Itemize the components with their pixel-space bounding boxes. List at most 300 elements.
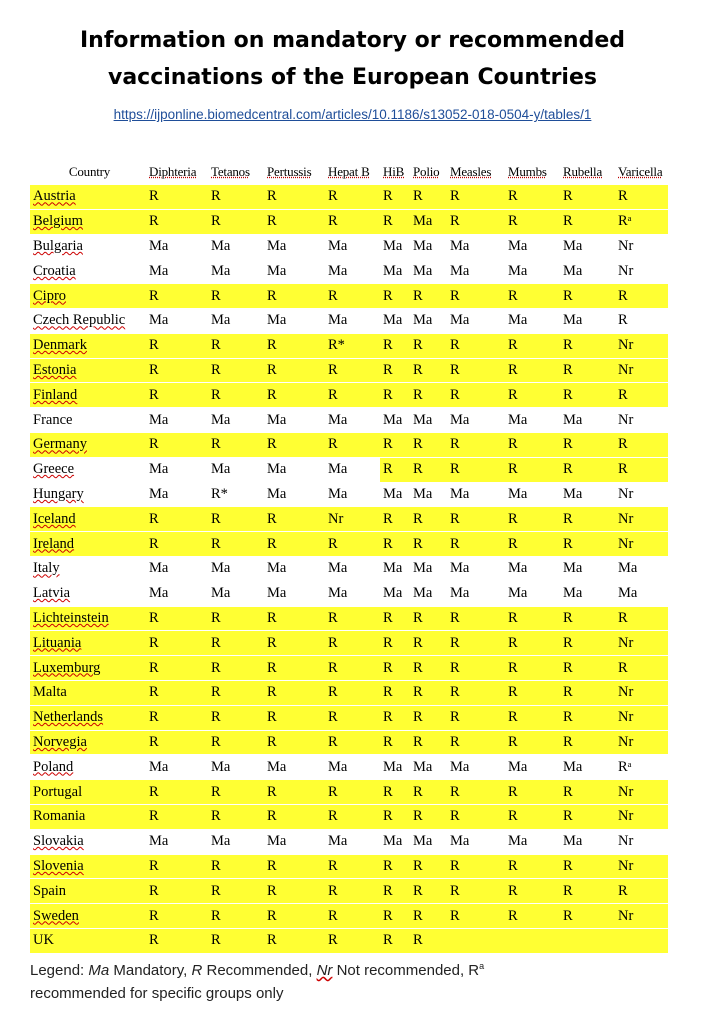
country-cell: Romania (30, 804, 146, 829)
source-link[interactable]: https://ijponline.biomedcentral.com/articles/10.1186/s13052-018-0504-y/tables/1 (113, 107, 592, 122)
vaccine-cell: R (410, 606, 447, 631)
vaccine-cell: Ma (505, 581, 560, 606)
vaccine-cell: R (208, 507, 264, 532)
vaccine-cell: Nr (615, 507, 668, 532)
vaccine-cell: R (410, 680, 447, 705)
vaccine-cell: Ma (560, 755, 615, 780)
vaccine-cell: Nr (615, 730, 668, 755)
vaccine-cell: R (208, 606, 264, 631)
vaccine-cell: Ma (447, 308, 505, 333)
vaccine-cell: Ma (560, 556, 615, 581)
vaccine-cell: Ma (447, 408, 505, 433)
vaccine-cell: R (264, 432, 325, 457)
table-row (30, 556, 668, 581)
vaccine-cell: R (264, 780, 325, 805)
vaccine-cell: R (505, 730, 560, 755)
legend-r-text: Recommended, (202, 962, 317, 979)
vaccine-cell: R (208, 705, 264, 730)
vaccine-cell: Ma (447, 829, 505, 854)
vaccine-cell: R (410, 457, 447, 482)
vaccine-cell: Nr (615, 408, 668, 433)
vaccine-cell: R (146, 532, 208, 557)
legend-nr-text: Not recommended, R (332, 962, 480, 979)
vaccine-cell: R (325, 656, 380, 681)
title-line-2: vaccinations of the European Countries (107, 65, 597, 90)
vaccine-cell: R* (208, 482, 264, 507)
country-cell: Bulgaria (30, 234, 146, 259)
vaccine-cell: Ma (560, 829, 615, 854)
vaccine-cell: Ma (325, 482, 380, 507)
country-cell: Poland (30, 755, 146, 780)
column-header-mumbs: Mumbs (505, 160, 560, 185)
vaccine-cell: R (264, 656, 325, 681)
vaccine-cell: R (208, 804, 264, 829)
vaccine-cell: Ma (325, 308, 380, 333)
vaccine-cell: Ma (560, 308, 615, 333)
vaccine-cell: R (208, 209, 264, 234)
vaccine-cell: R (208, 879, 264, 904)
table-row (30, 457, 668, 482)
vaccine-cell: Ma (146, 259, 208, 284)
vaccine-cell: Ma (560, 482, 615, 507)
table-row (30, 532, 668, 557)
vaccine-cell: R (505, 854, 560, 879)
vaccine-cell: R (264, 928, 325, 953)
vaccine-cell: R (447, 606, 505, 631)
vaccine-cell: R (447, 631, 505, 656)
vaccine-cell: Ma (325, 457, 380, 482)
vaccine-cell: Ma (505, 556, 560, 581)
vaccine-cell: R (380, 656, 410, 681)
vaccine-cell: R (146, 185, 208, 210)
vaccine-cell: Ma (505, 308, 560, 333)
vaccine-cell: R (264, 904, 325, 929)
vaccine-cell: R (615, 383, 668, 408)
vaccine-cell: R (560, 705, 615, 730)
vaccine-cell: Ma (380, 408, 410, 433)
vaccine-cell: R (264, 209, 325, 234)
country-cell: Denmark (30, 333, 146, 358)
table-row (30, 631, 668, 656)
vaccine-cell: R* (325, 333, 380, 358)
vaccine-cell: R (380, 457, 410, 482)
vaccine-cell: R (325, 879, 380, 904)
vaccine-cell: R (560, 507, 615, 532)
vaccine-cell: Ma (325, 259, 380, 284)
vaccine-cell: R (325, 730, 380, 755)
vaccine-cell: R (380, 432, 410, 457)
vaccine-cell: R (560, 383, 615, 408)
vaccine-cell: R (208, 333, 264, 358)
vaccine-cell: R (410, 780, 447, 805)
vaccine-cell: R (325, 780, 380, 805)
vaccine-cell: R (410, 532, 447, 557)
vaccine-cell: R (615, 308, 668, 333)
vaccine-cell: R (615, 879, 668, 904)
vaccine-cell: Ma (208, 259, 264, 284)
vaccine-cell: R (264, 854, 325, 879)
vaccine-cell: R (560, 631, 615, 656)
vaccine-cell: R (615, 432, 668, 457)
vaccine-cell: Ma (560, 408, 615, 433)
vaccine-cell: R (380, 358, 410, 383)
vaccine-cell: R (325, 185, 380, 210)
vaccine-cell: R (146, 780, 208, 805)
column-header-pertussis: Pertussis (264, 160, 325, 185)
vaccine-cell: R (447, 432, 505, 457)
vaccine-cell: Ma (410, 482, 447, 507)
vaccine-cell: Ma (146, 829, 208, 854)
vaccine-cell: R (264, 606, 325, 631)
vaccine-cell: R (146, 209, 208, 234)
column-header-hepat-b: Hepat B (325, 160, 380, 185)
country-cell: Luxemburg (30, 656, 146, 681)
vaccine-cell: R (325, 383, 380, 408)
vaccine-cell: R (380, 854, 410, 879)
vaccination-table (30, 160, 668, 954)
vaccine-cell: R (505, 507, 560, 532)
vaccine-cell: R (380, 333, 410, 358)
vaccine-cell: Nr (615, 854, 668, 879)
vaccine-cell: R (505, 532, 560, 557)
country-cell: Slovenia (30, 854, 146, 879)
vaccine-cell: R (380, 606, 410, 631)
vaccine-cell: R (146, 631, 208, 656)
vaccine-cell: R (447, 804, 505, 829)
vaccine-cell: R (615, 606, 668, 631)
vaccine-cell: R (208, 383, 264, 408)
vaccine-cell: R (264, 631, 325, 656)
table-row (30, 780, 668, 805)
country-cell: Norvegia (30, 730, 146, 755)
vaccine-cell: R (380, 185, 410, 210)
vaccine-cell (505, 928, 560, 953)
vaccine-cell: R (410, 879, 447, 904)
vaccine-cell: Ma (380, 482, 410, 507)
table-row (30, 680, 668, 705)
vaccine-cell: R (325, 928, 380, 953)
vaccine-cell: Ma (146, 234, 208, 259)
vaccine-cell: Ma (380, 581, 410, 606)
vaccine-cell: Ma (264, 457, 325, 482)
vaccine-cell: R (505, 780, 560, 805)
country-cell: Slovakia (30, 829, 146, 854)
vaccine-cell: R (447, 730, 505, 755)
vaccine-cell: R (380, 705, 410, 730)
vaccine-cell: R (560, 730, 615, 755)
vaccine-cell: R (447, 185, 505, 210)
column-header-measles: Measles (447, 160, 505, 185)
vaccine-cell: Ma (560, 581, 615, 606)
vaccine-cell: R (264, 507, 325, 532)
vaccine-cell: R (560, 457, 615, 482)
vaccine-cell (615, 928, 668, 953)
vaccine-cell: R (146, 804, 208, 829)
vaccine-cell: Ma (146, 308, 208, 333)
vaccine-cell: Ma (447, 581, 505, 606)
table-row (30, 730, 668, 755)
vaccine-cell: R (264, 879, 325, 904)
vaccine-cell: Ma (410, 308, 447, 333)
vaccine-cell: R (447, 904, 505, 929)
vaccine-cell: R (325, 804, 380, 829)
vaccine-cell: R (447, 854, 505, 879)
country-cell: Latvia (30, 581, 146, 606)
vaccine-cell: R (146, 284, 208, 309)
vaccine-cell: R (447, 879, 505, 904)
country-cell: Sweden (30, 904, 146, 929)
vaccine-cell: R (410, 284, 447, 309)
table-row (30, 358, 668, 383)
table-row (30, 904, 668, 929)
country-cell: France (30, 408, 146, 433)
vaccine-cell: Ma (505, 234, 560, 259)
vaccine-cell: R (505, 457, 560, 482)
vaccine-cell: R (208, 730, 264, 755)
vaccine-cell: R (380, 284, 410, 309)
vaccine-cell: R (146, 904, 208, 929)
vaccine-cell: Ma (264, 482, 325, 507)
vaccine-cell: R (146, 333, 208, 358)
vaccine-cell: R (410, 656, 447, 681)
table-row (30, 284, 668, 309)
vaccine-cell: Ma (505, 755, 560, 780)
vaccine-cell: R (560, 185, 615, 210)
vaccine-cell: R (208, 928, 264, 953)
vaccine-cell: Ma (447, 556, 505, 581)
vaccine-cell: Ma (410, 829, 447, 854)
legend-r-code: R (191, 962, 203, 979)
vaccine-cell: Ma (146, 581, 208, 606)
column-header-country: Country (30, 160, 146, 185)
vaccine-cell: Ma (410, 556, 447, 581)
country-cell: Lituania (30, 631, 146, 656)
vaccine-cell: R (560, 284, 615, 309)
vaccine-cell: R (560, 656, 615, 681)
vaccine-cell: R (505, 705, 560, 730)
country-cell: Hungary (30, 482, 146, 507)
vaccine-cell: R (505, 879, 560, 904)
table-row (30, 804, 668, 829)
vaccine-cell: R (264, 358, 325, 383)
vaccine-cell: R (208, 780, 264, 805)
vaccine-cell: Ma (146, 755, 208, 780)
vaccine-cell: R (380, 383, 410, 408)
vaccine-cell: R (146, 432, 208, 457)
vaccine-cell: R (505, 656, 560, 681)
vaccine-cell: R (560, 606, 615, 631)
column-header-varicella: Varicella (615, 160, 668, 185)
vaccine-cell: Nr (615, 234, 668, 259)
vaccine-cell: Ma (615, 556, 668, 581)
vaccine-cell: Ma (380, 234, 410, 259)
legend-ma-code: Ma (88, 962, 110, 979)
country-cell: Ireland (30, 532, 146, 557)
country-cell: Czech Republic (30, 308, 146, 333)
table-row (30, 854, 668, 879)
vaccine-cell: R (208, 432, 264, 457)
vaccine-cell: Ma (447, 234, 505, 259)
vaccine-cell: R (560, 804, 615, 829)
vaccine-cell: R (264, 185, 325, 210)
vaccine-cell: R (264, 680, 325, 705)
vaccine-cell: R (447, 383, 505, 408)
vaccine-cell (447, 928, 505, 953)
vaccine-cell: Ma (146, 482, 208, 507)
vaccine-cell: Ma (447, 482, 505, 507)
vaccine-cell: R (505, 209, 560, 234)
vaccine-cell: R (560, 358, 615, 383)
legend-ma-text: Mandatory, (109, 962, 192, 979)
vaccine-cell: Ma (208, 308, 264, 333)
vaccine-cell: R (615, 284, 668, 309)
vaccine-cell: R (560, 854, 615, 879)
vaccine-cell: Ma (325, 234, 380, 259)
table-row (30, 581, 668, 606)
vaccine-cell: Nr (615, 705, 668, 730)
vaccine-cell: Ma (380, 556, 410, 581)
table-row (30, 507, 668, 532)
vaccine-cell: Ma (325, 755, 380, 780)
vaccine-cell: R (560, 780, 615, 805)
page-title (0, 22, 705, 96)
legend (30, 955, 670, 1005)
table-row (30, 656, 668, 681)
vaccine-cell: R (325, 358, 380, 383)
vaccine-cell: R (447, 358, 505, 383)
vaccine-cell: R (146, 854, 208, 879)
vaccine-cell: Nr (615, 532, 668, 557)
vaccine-cell: Ma (410, 581, 447, 606)
vaccine-cell: R (447, 680, 505, 705)
vaccine-cell: R (505, 185, 560, 210)
vaccine-cell: R (325, 432, 380, 457)
vaccine-cell: R (380, 631, 410, 656)
vaccine-cell: R (146, 879, 208, 904)
vaccine-cell: R (264, 730, 325, 755)
vaccine-cell: R (146, 606, 208, 631)
vaccine-cell: R (560, 680, 615, 705)
vaccine-cell: R (447, 656, 505, 681)
table-row (30, 234, 668, 259)
vaccine-cell: R (615, 185, 668, 210)
country-cell: Lichteinstein (30, 606, 146, 631)
vaccine-cell: R (447, 532, 505, 557)
country-cell: Greece (30, 457, 146, 482)
vaccine-cell: R (208, 904, 264, 929)
vaccine-cell: Ma (560, 259, 615, 284)
vaccine-cell: R (505, 904, 560, 929)
vaccine-cell: Ma (615, 581, 668, 606)
vaccine-cell: R (264, 333, 325, 358)
column-header-rubella: Rubella (560, 160, 615, 185)
vaccine-cell: R (410, 383, 447, 408)
vaccine-cell: R (208, 185, 264, 210)
table-row (30, 606, 668, 631)
vaccine-cell: R (146, 656, 208, 681)
vaccine-cell: R (325, 606, 380, 631)
vaccine-cell: R (447, 333, 505, 358)
vaccine-cell: Ma (208, 234, 264, 259)
vaccine-cell: R (410, 631, 447, 656)
vaccine-cell: R (410, 185, 447, 210)
vaccine-cell: Ma (325, 581, 380, 606)
country-cell: Spain (30, 879, 146, 904)
vaccine-cell: R (505, 284, 560, 309)
table-row (30, 209, 668, 234)
vaccine-cell: R (146, 730, 208, 755)
vaccine-cell: R (325, 705, 380, 730)
vaccine-cell: Ma (208, 581, 264, 606)
vaccine-cell: R (410, 804, 447, 829)
vaccine-cell: R (380, 879, 410, 904)
vaccine-cell: Nr (615, 358, 668, 383)
country-cell: Portugal (30, 780, 146, 805)
vaccine-cell: Ma (380, 308, 410, 333)
country-cell: Estonia (30, 358, 146, 383)
vaccine-cell: Ma (505, 482, 560, 507)
vaccine-cell: Ma (380, 829, 410, 854)
vaccine-cell: R (380, 730, 410, 755)
vaccine-cell: R (325, 904, 380, 929)
vaccine-cell: R (380, 780, 410, 805)
vaccine-cell: Ma (560, 234, 615, 259)
country-cell: UK (30, 928, 146, 953)
vaccine-cell: Ma (505, 259, 560, 284)
table-header (30, 160, 668, 185)
vaccine-cell: R (505, 333, 560, 358)
vaccine-cell: R (560, 879, 615, 904)
vaccine-cell: R (264, 383, 325, 408)
vaccine-cell: R (264, 804, 325, 829)
vaccine-cell: R (325, 209, 380, 234)
vaccine-cell: R (505, 383, 560, 408)
vaccine-cell: R (505, 804, 560, 829)
vaccine-cell: R (325, 284, 380, 309)
vaccine-cell: Ma (325, 829, 380, 854)
table-row (30, 259, 668, 284)
vaccine-cell: Ma (410, 259, 447, 284)
vaccine-cell: Ma (208, 829, 264, 854)
country-cell: Netherlands (30, 705, 146, 730)
vaccine-cell: Ma (447, 755, 505, 780)
vaccine-cell: R (410, 904, 447, 929)
vaccine-cell: Ma (264, 581, 325, 606)
vaccine-cell: Ma (208, 457, 264, 482)
vaccine-cell: R (447, 507, 505, 532)
vaccine-cell: Ma (264, 829, 325, 854)
table-row (30, 705, 668, 730)
vaccine-cell: R (615, 656, 668, 681)
vaccine-cell: Nr (325, 507, 380, 532)
country-cell: Cipro (30, 284, 146, 309)
vaccine-cell: R (410, 730, 447, 755)
country-cell: Croatia (30, 259, 146, 284)
vaccine-cell: Nr (615, 259, 668, 284)
vaccine-cell: Nr (615, 631, 668, 656)
table-row (30, 308, 668, 333)
vaccine-cell: R (208, 358, 264, 383)
vaccine-cell: R (264, 284, 325, 309)
vaccine-cell: R (410, 854, 447, 879)
vaccine-cell: R (380, 904, 410, 929)
vaccine-cell: Ma (410, 755, 447, 780)
vaccine-cell: Ma (264, 408, 325, 433)
table-row (30, 829, 668, 854)
vaccine-cell: R (410, 358, 447, 383)
vaccine-cell: R (447, 457, 505, 482)
table-row (30, 383, 668, 408)
